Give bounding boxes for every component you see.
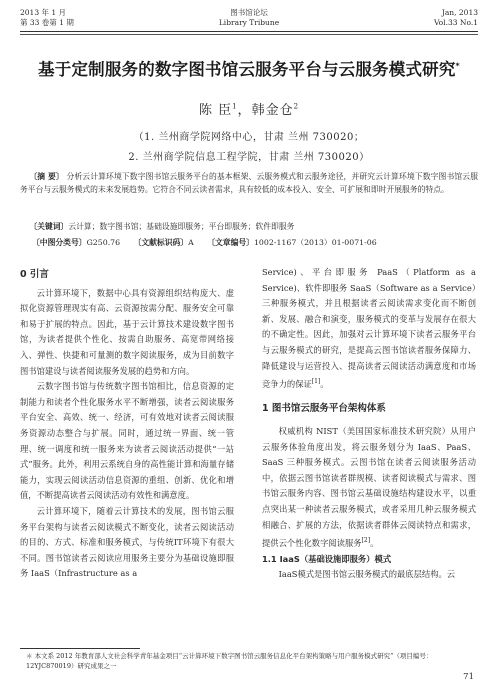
author-name: 韩金仓 — [251, 103, 294, 118]
article-number-label: 〔文章编号〕 — [207, 238, 254, 247]
keywords — [20, 221, 478, 233]
paragraph-text: Service)、平台即服务 PaaS（Platform as a Service)、软件即服务 SaaS（Software as a Service）三种服务模式，并且根据读者云阅读需求变化而不断创新、发展、融合和演变，服务模式的变革与发展存在很大的不确定性。因此，加强对云计算环境下读者云服务平台与云服务模式的研究，是提高云图书馆读者服务保障力、降低建设与运营投入、提高读者云阅读活动满意度和市场竞争力的保证 — [262, 267, 476, 389]
author-affil-mark: 2 — [293, 102, 300, 111]
article-title-text: 基于定制服务的数字图书馆云服务平台与云服务模式研究 — [38, 60, 456, 79]
clc-label: 〔中图分类号〕 — [32, 238, 87, 247]
doc-code-value: A — [188, 238, 194, 247]
header-volume-cn: 第 33 卷第 1 期 — [20, 18, 74, 27]
abstract-label: 〔摘 要〕 — [29, 172, 64, 181]
abstract-text: 分析云计算环境下数字图书馆云服务平台的基本框架、云服务模式和云服务途径，并研究云计算环境下数字图书馆云服务平台与云服务模式的未来发展趋势。它符合不同云读者需求，具有较低的成本投入、安全、可扩展和即时开展服务的特点。 — [20, 172, 478, 194]
author-affil-mark: 1 — [232, 102, 238, 111]
running-header-center — [0, 8, 498, 28]
affiliation-1: （1. 兰州商学院网络中心，甘肃 兰州 730020； — [133, 132, 365, 143]
subsection-heading-1-1: 1.1 IaaS（基础设施即服务）模式 — [262, 553, 392, 564]
left-column — [20, 265, 234, 582]
author-line: 陈 臣$^1$，韩金仓$^2$ — [198, 102, 300, 118]
paragraph-end: 。 — [320, 378, 329, 389]
header-volume-en: Vol.33 No.1 — [433, 18, 478, 27]
journal-name-cn: 图书馆论坛 — [230, 8, 268, 17]
section-heading-1: 1 图书馆云服务平台架构体系 — [262, 402, 386, 414]
page-number: 71 — [463, 672, 474, 682]
title-footnote-mark: * — [455, 61, 460, 71]
classification-line — [32, 237, 377, 249]
header-date-en: Jan, 2013 — [441, 8, 478, 17]
section-heading-introduction: 0 引言 — [20, 269, 49, 280]
paragraph: IaaS模式是图书馆云服务模式的最底层结构。云 — [278, 569, 456, 580]
paragraph: 云计算环境下，随着云计算技术的发展，图书馆云服务平台架构与读者云阅读模式不断变化，读者云阅读活动的目的、方式、标准和服务模式，与传统IT环境下有很大不同。图书馆读者云阅读应用服务主要分为基础设施即服务 IaaS（Infrastructure as a — [20, 505, 234, 579]
paragraph: 云数字图书馆与传统数字图书馆相比，信息资源的定制能力和读者个性化服务水平不断增强，读者云阅读服务平台安全、高效、统一、经济，可有效地对读者云阅读服务资源动态整合与扩展。同时，通过统一界面、统一管理、统一调度和统一服务来为读者云阅读活动提供“一站式”服务。此外，利用云系统自身的高性能计算和海量存储能力，实现云阅读活动信息资源的重组、创新、优化和增值，不断提高读者云阅读活动有效性和满意度。 — [20, 381, 234, 501]
header-rule-thin — [20, 34, 478, 35]
affiliation-2: 2. 兰州商学院信息工程学院，甘肃 兰州 730020） — [128, 152, 370, 163]
author-name: 陈 臣 — [198, 103, 233, 118]
paragraph-end: 。 — [370, 538, 379, 549]
header-rule — [20, 31, 478, 32]
paragraph — [262, 265, 476, 393]
citation-ref: [1] — [311, 378, 321, 386]
paragraph-text: 权威机构 NIST（美国国家标准技术研究院）从用户云服务体验角度出发，将云服务划分为 IaaS、PaaS、SaaS 三种服务模式。云图书馆在读者云阅读服务活动中，依据云图书馆读者群规模、读者阅读模式与需求、图书馆云服务内容、图书馆云基础设施结构建设水平，以重点突出某一种读者云服务模式，或者采用几种云服务模式相融合、扩展的方法，依据读者群体云阅读特点和需求，提供云个性化数字阅读服务 — [262, 426, 476, 549]
citation-ref: [2] — [361, 537, 371, 545]
keywords-label: 〔关键词〕 — [29, 222, 69, 231]
article-number-value: 1002-1167（2013）01-0071-06 — [253, 238, 377, 247]
footnote-rule — [20, 648, 140, 649]
keywords-text: 云计算；数字图书馆；基础设施即服务；平台即服务；软件即服务 — [68, 222, 295, 231]
paragraph: 云计算环境下，数据中心具有资源组织结构庞大、虚拟化资源管理现实有高、云资源按需分配、服务安全可靠和易于扩展的特点。因此，基于云计算技术建设数字图书馆，为读者提供个性化、按需自助服务、高宽带网络接入、弹性、快捷和可量测的数字阅读服务，成为目前数字图书馆建设与读者阅读服务发展的趋势和方向。 — [20, 287, 234, 376]
journal-name-en: Library Tribune — [218, 18, 280, 27]
right-column — [262, 265, 476, 583]
clc-value: G250.76 — [86, 238, 121, 247]
abstract — [20, 170, 478, 196]
paragraph — [262, 424, 476, 552]
article-title — [0, 56, 498, 80]
header-date-cn: 2013 年 1 月 — [20, 8, 67, 17]
footnote: ＊ 本文系 2012 年教育部人文社会科学青年基金项目“云计算环境下数字图书馆云服务信息化平台架构策略与用户服务模式研究”（项目编号：12YJC870019）研究成果之一 — [26, 652, 433, 670]
running-header-right — [434, 8, 478, 28]
doc-code-label: 〔文献标识码〕 — [133, 238, 189, 247]
